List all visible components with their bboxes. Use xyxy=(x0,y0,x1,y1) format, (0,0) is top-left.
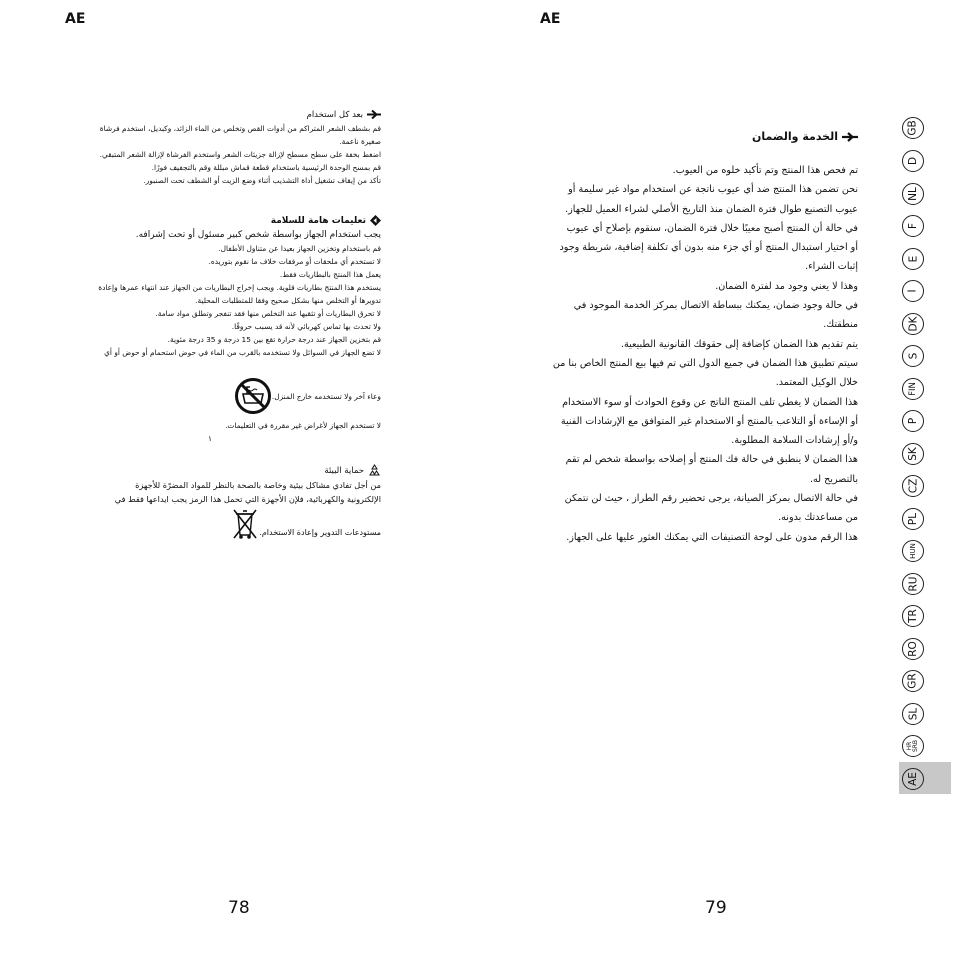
environment-heading xyxy=(105,464,381,478)
after-use-section xyxy=(100,108,381,187)
safety-line: لا تحرق البطاريات أو تثقبها عند التخلص منها فقد تنفجر وتطلق مواد سامة. xyxy=(155,309,381,318)
language-tab-s[interactable]: S xyxy=(902,345,924,367)
arrow-right-icon xyxy=(367,110,381,119)
language-tab-e[interactable]: E xyxy=(902,248,924,270)
language-tab-i[interactable]: I xyxy=(902,280,924,302)
recycle-icon xyxy=(368,464,381,477)
service-line: أو اختيار استبدال المنتج أو أي جزء منه بدون أي تكلفة إضافية، شريطة وجود xyxy=(559,242,858,254)
service-line: و/أو إرشادات السلامة المطلوبة. xyxy=(731,435,858,447)
left-page-label: AE xyxy=(65,11,86,27)
environment-line: الإلكترونية والكهربائية، فلإن الأجهزة التي تحمل هذا الرمز يجب ايداعها فقط في xyxy=(114,494,381,504)
purpose-line-container xyxy=(200,419,381,432)
language-tab-dk[interactable]: DK xyxy=(902,313,924,335)
service-line: في حالة أن المنتج أصبح معيبًا خلال فترة الضمان، سنقوم بإصلاح أي عيوب xyxy=(566,222,858,234)
service-line: أو الإساءة أو التلاعب بالمنتج أو الاستخدام غير المتوافق مع الإرشادات الفنية xyxy=(560,415,858,427)
service-heading xyxy=(575,130,858,143)
service-line: في حالة الاتصال بمركز الصيانة، يرجى تحضير رقم الطراز ، حيث لن نتمكن xyxy=(564,493,858,505)
service-line: بالتصريح له. xyxy=(809,473,858,485)
language-tab-pl[interactable]: PL xyxy=(902,508,924,530)
safety-title: تعليمات هامة للسلامة xyxy=(270,216,366,226)
safety-section xyxy=(95,214,381,359)
language-tab-sk[interactable]: SK xyxy=(902,443,924,465)
safety-line: يعمل هذا المنتج بالبطاريات فقط. xyxy=(279,270,381,279)
language-tab-gb[interactable]: GB xyxy=(902,117,924,139)
environment-section xyxy=(105,464,381,506)
language-tab-p[interactable]: P xyxy=(902,410,924,432)
service-line: خلال الوكيل المعتمد. xyxy=(775,377,858,389)
safety-line: ولا تحدث بها تماس كهربائي لأنه قد يسبب حروقًا. xyxy=(231,322,381,331)
safety-line: تدويرها أو التخلص منها بشكل صحيح وفقا للمتطلبات المحلية. xyxy=(195,296,381,305)
service-title: الخدمة والضمان xyxy=(752,130,838,143)
service-line: سيتم تطبيق هذا الضمان في جميع الدول التي تم فيها بيع المنتج الخاص بنا من xyxy=(552,357,858,369)
service-line: هذا الضمان لا ينطبق في حالة فك المنتج أو إصلاحه بواسطة شخص لم تقم xyxy=(565,454,858,466)
safety-line: قم باستخدام وتخزين الجهاز بعيدا عن متناول الأطفال. xyxy=(218,244,381,253)
recycle-line-container xyxy=(258,526,381,539)
right-page-number: 79 xyxy=(705,898,727,918)
safety-line: لا تستخدم أي ملحقات أو مرفقات خلاف ما نقوم بتوريده. xyxy=(208,257,381,266)
service-line: يتم تقديم هذا الضمان كإضافة إلى حقوقك القانونية الطبيعية. xyxy=(620,338,858,350)
after-use-line: قم بمسح الوحدة الرئيسية باستخدام قطعة قماش مبللة وقم بالتجفيف فورًا. xyxy=(151,163,381,172)
language-tab-ro[interactable]: RO xyxy=(902,638,924,660)
safety-line: قم بتخزين الجهاز عند درجة حرارة تقع بين 15 درجة و 35 درجة مئوية. xyxy=(167,335,381,344)
service-line: هذا الضمان لا يغطي تلف المنتج الناتج عن وقوع الحوادث أو سوء الاستخدام xyxy=(562,396,858,408)
language-tab-f[interactable]: F xyxy=(902,215,924,237)
service-line: تم فحص هذا المنتج وتم تأكيد خلوه من العيوب. xyxy=(672,165,858,176)
environment-title: حماية البيئة xyxy=(324,466,364,476)
language-tab-ae[interactable]: AE xyxy=(902,768,924,790)
service-line: عيوب التصنيع طوال فترة الضمان منذ التاريخ الأصلي لشراء العميل للجهاز. xyxy=(565,203,858,215)
after-use-line: صغيرة ناعمة. xyxy=(339,137,381,146)
footnote-container xyxy=(200,432,212,445)
crossed-bin-icon xyxy=(231,508,259,540)
recycle-line: مستودعات التدوير وإعادة الاستخدام. xyxy=(259,528,381,537)
after-use-line: تأكد من إيقاف تشغيل أداة التشذيب أثناء وضع الزيت أو الشطف تحت الصنبور. xyxy=(143,176,381,185)
service-line: منطقتك. xyxy=(823,319,858,331)
service-line: من مساعدتك بدونه. xyxy=(778,512,858,524)
environment-line: من أجل تفادي مشاكل بيئية وخاصة بالصحة بالنظر للمواد المضرّة للأجهزة xyxy=(135,480,381,490)
language-tab-tr[interactable]: TR xyxy=(902,605,924,627)
service-line: إثبات الشراء. xyxy=(805,261,858,273)
no-bath-icon xyxy=(234,377,272,415)
footnote: ١ xyxy=(208,434,212,443)
safety-line: لا تضع الجهاز في السوائل ولا تستخدمه بالقرب من الماء في حوض استحمام أو حوض أو أي xyxy=(104,348,381,357)
after-use-heading xyxy=(100,108,381,122)
after-use-title: بعد كل استخدام xyxy=(306,110,363,120)
language-tab-hr-srb[interactable]: HR SRB xyxy=(902,735,924,757)
after-use-line: قم بشطف الشعر المتراكم من أدوات القص وتخلص من الماء الزائد، وكبديل، استخدم فرشاة xyxy=(99,124,381,133)
language-tab-fin[interactable]: FIN xyxy=(902,378,924,400)
language-tab-d[interactable]: D xyxy=(902,150,924,172)
language-tab-hun[interactable]: HUN xyxy=(902,540,924,562)
language-tab-ru[interactable]: RU xyxy=(902,573,924,595)
service-line: وهذا لا يعني وجود مد لفترة الضمان. xyxy=(715,280,858,292)
bath-line: وعاء آخر ولا تستخدمه خارج المنزل. xyxy=(271,392,381,401)
service-line: في حالة وجود ضمان، يمكنك ببساطة الاتصال بمركز الخدمة الموجود في xyxy=(573,300,858,312)
arrow-right-icon xyxy=(842,132,858,142)
right-page-label: AE xyxy=(540,11,561,27)
language-tab-cz[interactable]: CZ xyxy=(902,475,924,497)
safety-intro: يجب استخدام الجهاز بواسطة شخص كبير مسئول أو تحت إشرافه. xyxy=(135,230,381,240)
service-line: هذا الرقم مدون على لوحة التصنيفات التي يمكنك العثور عليها على الجهاز. xyxy=(566,531,858,543)
language-tab-gr[interactable]: GR xyxy=(902,670,924,692)
warning-diamond-icon xyxy=(370,215,381,226)
after-use-line: اضغط بخفة على سطح مسطح لإزالة جزيئات الشعر واستخدم الفرشاة لإزالة الشعر المتبقي. xyxy=(99,150,381,159)
language-tab-sl[interactable]: SL xyxy=(902,703,924,725)
bath-line-container xyxy=(270,390,381,403)
purpose-line: لا تستخدم الجهاز لأغراض غير مقررة في التعليمات. xyxy=(225,421,381,430)
service-section xyxy=(552,130,858,547)
left-page-number: 78 xyxy=(228,898,250,918)
service-line: نحن تضمن هذا المنتج ضد أي عيوب ناتجة عن استخدام مواد غير سليمة أو xyxy=(568,184,858,196)
language-tab-nl[interactable]: NL xyxy=(902,183,924,205)
safety-line: يستخدم هذا المنتج بطاريات قلوية. ويجب إخراج البطاريات من الجهاز عند انتهاء عمرها وإعادة xyxy=(98,283,381,292)
safety-heading xyxy=(95,214,381,228)
